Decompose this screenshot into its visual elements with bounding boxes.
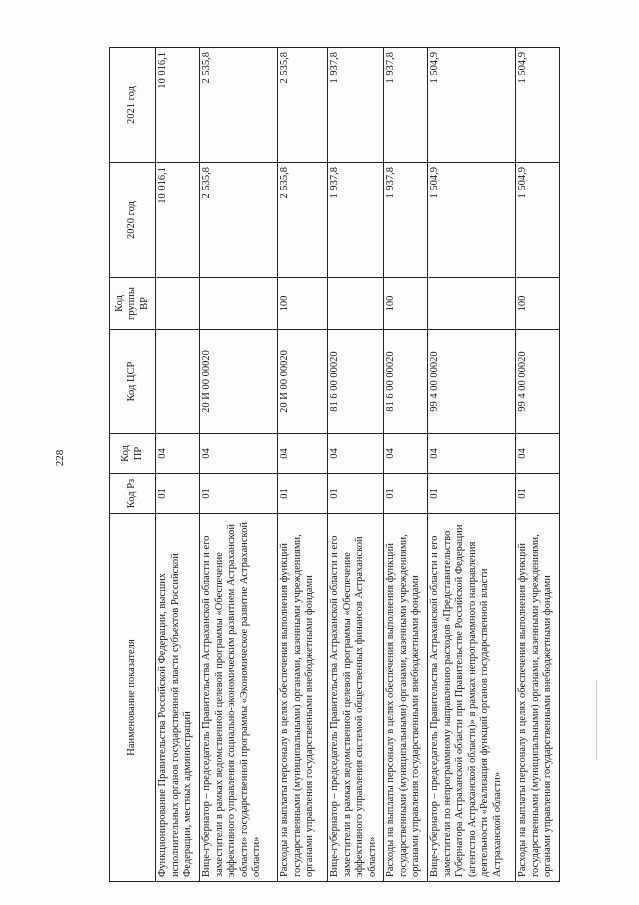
- row-pr: 04: [200, 434, 278, 474]
- row-rz: 01: [156, 474, 200, 514]
- row-2021: 2 535,8: [278, 48, 328, 163]
- row-rz: 01: [384, 474, 428, 514]
- table-row: [516, 48, 560, 882]
- row-vr: [156, 278, 200, 330]
- header-rz: Код Рз: [110, 474, 156, 514]
- row-vr: 100: [516, 278, 560, 330]
- row-pr: 04: [278, 434, 328, 474]
- row-name: Функционирование Правительства Российской Федерации, высших исполнительных органов государственной власти субъектов Российской Федерации, местных администраций: [156, 514, 200, 882]
- row-name: Вице-губернатор – председатель Правительства Астраханской области и его заместители по непрограммному направлению расходов «Представительство Губернатора Астраханской области при Правительстве Российской Федерации (агентство Астраханской области)» в рамках непрограммного направления деятельности «Реализация функций органов государственной власти Астраханской области»: [428, 514, 516, 882]
- table-header-row: [110, 48, 156, 882]
- row-csr: [156, 330, 200, 434]
- row-csr: 20 И 00 00020: [278, 330, 328, 434]
- row-2021: 1 937,8: [328, 48, 384, 163]
- row-2021: 1 504,9: [428, 48, 516, 163]
- scan-margin-line: [596, 680, 597, 760]
- header-2020: 2020 год: [110, 163, 156, 278]
- row-2020: 1 504,9: [516, 163, 560, 278]
- row-csr: 81 6 00 00020: [384, 330, 428, 434]
- budget-table-rotated: [109, 48, 553, 882]
- header-2021: 2021 год: [110, 48, 156, 163]
- header-vr: Код группы ВР: [110, 278, 156, 330]
- table-row: [200, 48, 278, 882]
- row-vr: 100: [278, 278, 328, 330]
- table-row: [328, 48, 384, 882]
- row-2021: 10 016,1: [156, 48, 200, 163]
- table-row: [384, 48, 428, 882]
- row-name: Расходы на выплаты персоналу в целях обеспечения выполнения функций государственными (муниципальными) органами, казенными учреждениями, органами управления государственными внебюджетными фондами: [384, 514, 428, 882]
- row-vr: [428, 278, 516, 330]
- row-2020: 1 504,9: [428, 163, 516, 278]
- table-row: [428, 48, 516, 882]
- row-name: Расходы на выплаты персоналу в целях обеспечения выполнения функций государственными (муниципальными) органами, казенными учреждениями, органами управления государственными внебюджетными фондами: [516, 514, 560, 882]
- row-rz: 01: [428, 474, 516, 514]
- row-csr: 81 6 00 00020: [328, 330, 384, 434]
- header-name: Наименование показателя: [110, 514, 156, 882]
- row-2020: 2 535,8: [200, 163, 278, 278]
- row-pr: 04: [328, 434, 384, 474]
- row-2021: 1 937,8: [384, 48, 428, 163]
- budget-table: [109, 47, 560, 882]
- header-pr: Код ПР: [110, 434, 156, 474]
- page-number: 228: [54, 449, 66, 467]
- table-row: [278, 48, 328, 882]
- row-2021: 1 504,9: [516, 48, 560, 163]
- row-name: Вице-губернатор – председатель Правительства Астраханской области и его заместители в рамках ведомственной целевой программы «Обеспечение эффективного управления социально-экономическим развитием Астраханской области» государственной программы «Экономическое развитие Астраханской области»: [200, 514, 278, 882]
- row-pr: 04: [428, 434, 516, 474]
- row-vr: [328, 278, 384, 330]
- row-pr: 04: [516, 434, 560, 474]
- row-2020: 1 937,8: [384, 163, 428, 278]
- row-2021: 2 535,8: [200, 48, 278, 163]
- row-rz: 01: [328, 474, 384, 514]
- row-rz: 01: [278, 474, 328, 514]
- row-csr: 20 И 00 00020: [200, 330, 278, 434]
- row-pr: 04: [384, 434, 428, 474]
- row-2020: 1 937,8: [328, 163, 384, 278]
- row-csr: 99 4 00 00020: [516, 330, 560, 434]
- header-csr: Код ЦСР: [110, 330, 156, 434]
- row-name: Расходы на выплаты персоналу в целях обеспечения выполнения функций государственными (муниципальными) органами, казенными учреждениями, органами управления государственными внебюджетными фондами: [278, 514, 328, 882]
- row-vr: 100: [384, 278, 428, 330]
- row-vr: [200, 278, 278, 330]
- row-name: Вице-губернатор – председатель Правительства Астраханской области и его заместители в рамках ведомственной целевой программы «Обеспечение эффективного управления системой общественных финансов Астраханской области»: [328, 514, 384, 882]
- row-2020: 10 016,1: [156, 163, 200, 278]
- row-rz: 01: [200, 474, 278, 514]
- table-row: [156, 48, 200, 882]
- row-pr: 04: [156, 434, 200, 474]
- row-rz: 01: [516, 474, 560, 514]
- row-2020: 2 535,8: [278, 163, 328, 278]
- row-csr: 99 4 00 00020: [428, 330, 516, 434]
